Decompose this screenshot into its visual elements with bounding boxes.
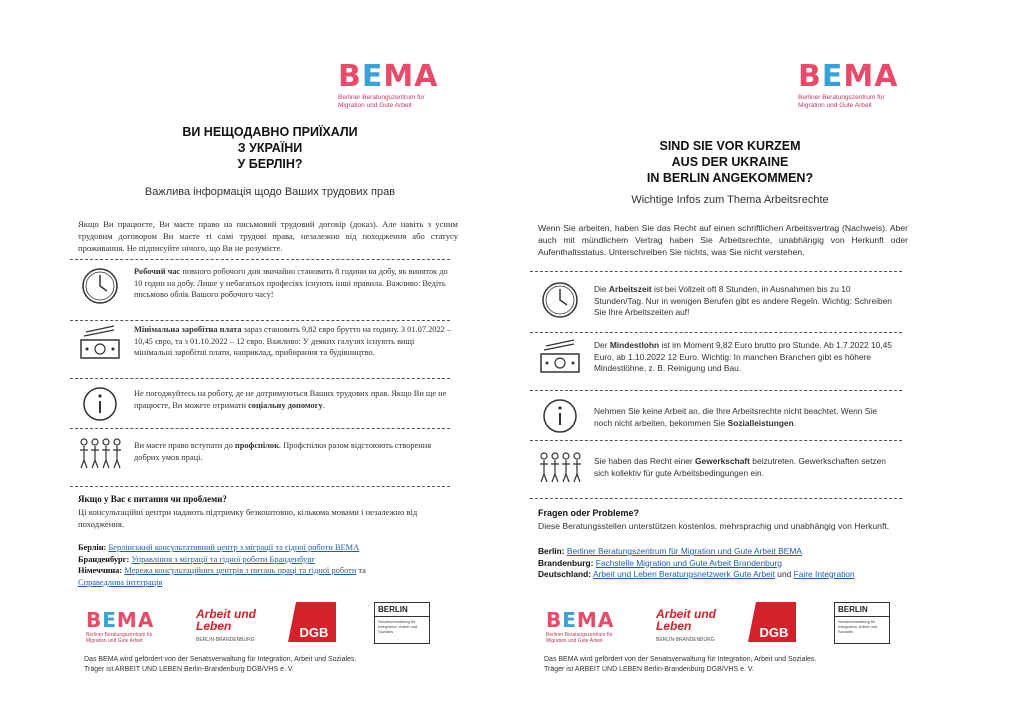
bema-logo-small: BEMA Berliner Beratungszentrum für Migration und Gute Arbeit bbox=[86, 608, 155, 644]
link-germany[interactable]: Мережа консультаційних центрів з питань праці та гідної роботи bbox=[124, 566, 357, 575]
link-fair-integration[interactable]: Справедлива інтеграція bbox=[78, 577, 163, 587]
questions-title: Якщо у Вас є питання чи проблеми? bbox=[78, 494, 227, 504]
page-title: SIND SIE VOR KURZEM AUS DER UKRAINE IN BERLIN ANGEKOMMEN? bbox=[646, 139, 814, 185]
funding-note: Das BEMA wird gefördert von der Senatsverwaltung für Integration, Arbeit und Soziales. Träger ist ARBEIT UND LEBEN Berlin-Brandenburg DGB/VHS e. V. bbox=[544, 656, 817, 673]
questions-text: Ці консультаційні центри надають підтримку безкоштовно, кількома мовами і незалежно від походження. bbox=[78, 507, 418, 529]
arbeit-und-leben-logo: Arbeit und Leben BERLIN-BRANDENBURG bbox=[196, 607, 256, 643]
link-brandenburg[interactable]: Fachstelle Migration und Gute Arbeit Brandenburg bbox=[595, 557, 782, 568]
people-icon bbox=[538, 448, 582, 488]
dgb-logo bbox=[748, 602, 796, 642]
questions-text: Diese Beratungsstellen unterstützen kostenlos, mehrsprachig und unabhängig von Herkunft. bbox=[538, 521, 890, 531]
info-row-working-time: Робочий час повного робочого дня звичайно становить 8 години на добу, як виняток до 10 годин на добу. Лише у небагатьох професіях існують інші правила. Важливо: Ведіть письмово облік Вашого робочого часу! bbox=[70, 266, 510, 322]
intro-text: Wenn Sie arbeiten, haben Sie das Recht auf einen schriftlichen Arbeitsvertrag (Nachweis). Aber auch mit mündlichem Vertrag haben Sie Arbeitsrechte, unabhängig von Herkunft oder Aufenthaltsstatus. Unterschreiben Sie nichts, was Sie nicht verstehen. bbox=[538, 223, 908, 257]
bema-logo-small: BEMA Berliner Beratungszentrum für Migration und Gute Arbeit bbox=[546, 608, 615, 644]
ukrainian-flyer-page bbox=[70, 0, 510, 724]
svg-text:DGB: DGB bbox=[759, 625, 789, 640]
clock-icon bbox=[78, 266, 122, 306]
info-icon bbox=[78, 384, 122, 424]
money-icon bbox=[78, 324, 122, 364]
bema-logo: BEMA Berliner Beratungszentrum für Migration und Gute Arbeit bbox=[338, 59, 439, 109]
info-icon bbox=[538, 396, 582, 436]
info-row-rights: Nehmen Sie keine Arbeit an, die Ihre Arbeitsrechte nicht beachtet. Wenn Sie noch nicht arbeiten, bekommen Sie Sozialleistungen. bbox=[530, 396, 970, 442]
questions-title: Fragen oder Probleme? bbox=[538, 508, 640, 518]
link-berlin[interactable]: Берлінський консультативний центр з міграції та гідної роботи BEMA bbox=[108, 543, 360, 552]
link-berlin[interactable]: Berliner Beratungszentrum für Migration und Gute Arbeit BEMA bbox=[566, 546, 802, 556]
berlin-senate-logo: BERLIN Senatsverwaltung für Integration, Arbeit und Soziales bbox=[374, 602, 430, 644]
german-flyer-page bbox=[530, 0, 970, 724]
info-row-minimum-wage: Der Mindestlohn ist im Moment 9,82 Euro brutto pro Stunde. Ab 1.7.2022 10,45 Euro, ab 1.10.2022 12 Euro. Wichtig: In manchen Branchen gibt es höhere Mindestlöhne, z. B. Reinigung und Bau. bbox=[530, 338, 970, 388]
dgb-logo bbox=[288, 602, 336, 642]
svg-text:DGB: DGB bbox=[299, 625, 329, 640]
info-row-rights: Не погоджуйтесь на роботу, де не дотримуються Ваших трудових прав. Якщо Ви ще не працюєте, Ви можете отримати соціальну допомогу. bbox=[70, 384, 510, 430]
bema-logo: BEMA Berliner Beratungszentrum für Migration und Gute Arbeit bbox=[798, 59, 899, 109]
link-brandenburg[interactable]: Управління з міграції та гідної роботи Бранденбург bbox=[131, 554, 315, 564]
link-germany[interactable]: Arbeit und Leben Beratungsnetzwerk Gute Arbeit bbox=[592, 569, 775, 579]
info-row-minimum-wage: Мінімальна заробітна плата зараз становить 9,82 євро брутто на годину. З 01.07.2022 – 10,45 євро, та з 01.10.2022 – 12 євро. Важливо: У деяких галузях існують вищі мінімальні заробітні плати, наприклад, прибирання та будівництво. bbox=[70, 324, 510, 380]
page-title: ВИ НЕЩОДАВНО ПРИЇХАЛИ З УКРАЇНИ У БЕРЛІН? bbox=[182, 125, 358, 171]
counseling-links: Берлін: Берлінський консультативний центр з міграції та гідної роботи BEMA Бранденбург: Управління з міграції та гідної роботи Бранденбург Німеччина: Мережа консультаційних центрів з питань праці та гідної роботи та Справедлива інтеграція bbox=[78, 543, 366, 587]
info-row-working-time: Die Arbeitszeit ist bei Vollzeit oft 8 Stunden, in Ausnahmen bis zu 10 Stunden/Tag. Nur in wenigen Berufen gibt es andere Regeln. Wichtig: Schreiben Sie Ihre Arbeitszeiten auf! bbox=[530, 280, 970, 330]
link-fair-integration[interactable]: Faire Integration bbox=[793, 569, 855, 579]
people-icon bbox=[78, 434, 122, 474]
page-subtitle: Wichtige Infos zum Thema Arbeitsrechte bbox=[631, 194, 829, 206]
money-icon bbox=[538, 338, 582, 378]
arbeit-und-leben-logo: Arbeit und Leben BERLIN-BRANDENBURG bbox=[656, 607, 716, 643]
sponsor-logos bbox=[70, 602, 510, 648]
counseling-links: Berlin: Berliner Beratungszentrum für Migration und Gute Arbeit BEMA Brandenburg: Fachstelle Migration und Gute Arbeit Brandenburg Deutschland: Arbeit und Leben Beratungsnetzwerk Gute Arbeit und Faire Integration bbox=[538, 546, 855, 579]
sponsor-logos bbox=[530, 602, 970, 648]
clock-icon bbox=[538, 280, 582, 320]
info-row-union: Sie haben das Recht einer Gewerkschaft beizutreten. Gewerkschaften setzen sich kollektiv für gute Arbeitsbedingungen ein. bbox=[530, 448, 970, 494]
berlin-senate-logo: BERLIN Senatsverwaltung für Integration, Arbeit und Soziales bbox=[834, 602, 890, 644]
funding-note: Das BEMA wird gefördert von der Senatsverwaltung für Integration, Arbeit und Soziales. Träger ist ARBEIT UND LEBEN Berlin-Brandenburg DGB/VHS e. V. bbox=[84, 656, 357, 673]
intro-text: Якщо Ви працюєте, Ви маєте право на письмовий трудовий договір (доказ). Але навіть з усним трудовим договором Ви маєте ті самі трудові права, незалежно від походження або статусу проживання. Не підписуйте нічого, що Ви не розумієте. bbox=[78, 219, 458, 253]
info-row-union: Ви маєте право вступати до профспілок. Профспілки разом відстоюють створення добрих умов праці. bbox=[70, 434, 510, 480]
page-subtitle: Важлива інформація щодо Ваших трудових прав bbox=[144, 186, 396, 198]
